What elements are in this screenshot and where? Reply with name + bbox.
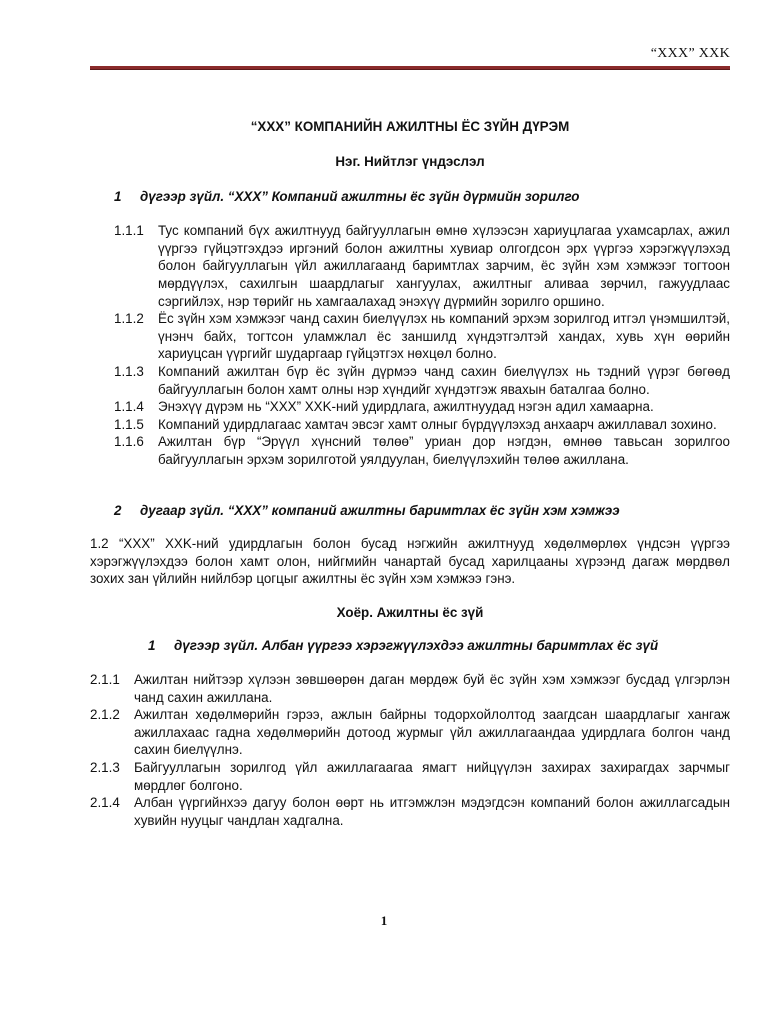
item-number: 2.1.2	[90, 707, 120, 723]
item-number: 2.1.1	[90, 672, 120, 688]
section-2-heading	[114, 502, 730, 520]
part1-title: Нэг. Нийтлэг үндэслэл	[335, 154, 485, 169]
item-text: Ёс зүйн хэм хэмжээг чанд сахин биелүүлэх нь компаний эрхэм зорилгод итгэл үнэмшилтэй, үнэнч байх, тогтсон уламжлал ёс заншилд хүндэтгэлтэй хандах, хувь хүн өөрийн хариуцсан үүргийг шударгаар гүйцэтгэх нөхцөл болно.	[158, 311, 730, 362]
list-item	[90, 794, 730, 829]
page-number: 1	[380, 913, 388, 928]
section-3-heading	[148, 637, 730, 655]
list-item	[114, 416, 730, 434]
list-item	[90, 759, 730, 794]
item-text: Компаний ажилтан бүр ёс зүйн дүрмээ чанд сахин биелүүлэх нь тэдний үүрэг бөгөөд байгууллагын болон хамт олны нэр хүндийг хүндэтгэж явахын баталгаа болно.	[158, 363, 730, 397]
part2-title: Хоёр. Ажилтны ёс зүй	[336, 604, 484, 620]
header-rule	[90, 66, 730, 70]
list-item	[90, 706, 730, 759]
item-text: Компаний удирдлагаас хамтач эвсэг хамт олныг бүрдүүлэхэд анхаарч ажиллавал зохино.	[158, 416, 717, 432]
list-item	[114, 363, 730, 398]
section-1-title: дүгээр зүйл. “XXX” Компаний ажилтны ёс зүйн дүрмийн зорилго	[140, 188, 580, 204]
item-text: Ажилтан бүр “Эрүүл хүнсний төлөө” уриан дор нэгдэн, өмнөө тавьсан зорилгоо байгууллагын эрхэм зорилготой уялдуулан, биелүүлэхийн төлөө ажиллана.	[158, 434, 730, 467]
item-number: 1.1.4	[114, 399, 144, 415]
items-2-list	[90, 671, 730, 829]
item-text: Энэхүү дүрэм нь “XXX” XXK-ний удирдлага, ажилтнуудад нэгэн адил хамаарна.	[158, 399, 654, 415]
list-item	[114, 222, 730, 310]
section-2-number: 2	[114, 502, 122, 518]
section-1-heading	[114, 188, 730, 206]
item-text: Албан үүргийнхээ дагуу болон өөрт нь итгэмжлэн мэдэгдсэн компаний болон ажиллагсадын хувийн нууцыг чандлан хадгална.	[134, 795, 730, 828]
paragraph-1-2: 1.2 “XXX” XXK-ний удирдлагын болон бусад нэгжийн ажилтнууд хөдөлмөрлөх үндсэн үүргээ хэрэгжүүлэхдээ болон хамт олон, нийгмийн чанартай бусад харилцааны хүрээнд дагаж мөрдвөл зохих зан үйлийн нийлбэр цогцыг ажилтны ёс зүйн хэм хэмжээ гэнэ.	[90, 536, 730, 587]
item-number: 1.1.6	[114, 434, 144, 450]
section-1-number: 1	[114, 188, 122, 204]
section-3-title: дүгээр зүйл. Албан үүргээ хэрэгжүүлэхдээ ажилтны баримтлах ёс зүй	[174, 638, 659, 654]
item-number: 2.1.3	[90, 760, 120, 776]
section-2-title: дугаар зүйл. “XXX” компаний ажилтны баримтлах ёс зүйн хэм хэмжээ	[140, 502, 620, 518]
list-item	[114, 433, 730, 468]
list-item	[114, 398, 730, 416]
item-number: 1.1.3	[114, 363, 144, 379]
item-number: 1.1.1	[114, 223, 144, 239]
item-number: 1.1.2	[114, 311, 144, 327]
list-item	[114, 310, 730, 363]
header-company: “XXX” XXK	[650, 46, 730, 61]
item-text: Ажилтан нийтээр хүлээн зөвшөөрөн даган мөрдөж буй ёс зүйн хэм хэмжээг бусдад үлгэрлэн чанд сахин ажиллана.	[134, 672, 730, 705]
item-number: 1.1.5	[114, 416, 144, 432]
item-text: Байгууллагын зорилгод үйл ажиллагаагаа ямагт нийцүүлэн захирах захирагдах зарчмыг мөрдлөг болгоно.	[134, 760, 730, 793]
list-item	[90, 671, 730, 706]
item-text: Ажилтан хөдөлмөрийн гэрээ, ажлын байрны тодорхойлолтод заагдсан шаардлагыг хангаж ажиллахаас гадна хөдөлмөрийн дотоод журмыг үйл ажиллагаандаа удирдлага болгон чанд сахин биелүүлнэ.	[134, 707, 730, 758]
items-1-list	[114, 222, 730, 468]
item-text: Тус компаний бүх ажилтнууд байгууллагын өмнө хүлээсэн хариуцлагаа ухамсарлах, ажил үүргээ гүйцэтгэхдээ иргэний болон ажилтны хувиар олгогдсон эрх үүргээ хэрэгжүүлэхэд болон байгууллагын үйл ажиллагаанд баримтлах зарчим, ёс зүйн хэм хэмжээг тогтоон мөрдүүлэх, сахилгын шаардлагыг хангуулах, ажилтныг аливаа зөрчил, гажуудлаас сэргийлэх, нэр төрийг нь хамгаалахад энэхүү дүрмийн зорилго оршино.	[158, 223, 730, 309]
section-3-number: 1	[148, 638, 156, 654]
item-number: 2.1.4	[90, 795, 120, 811]
document-title: “XXX” КОМПАНИЙН АЖИЛТНЫ ЁС ЗҮЙН ДҮРЭМ	[250, 119, 570, 134]
document-body	[90, 118, 730, 829]
